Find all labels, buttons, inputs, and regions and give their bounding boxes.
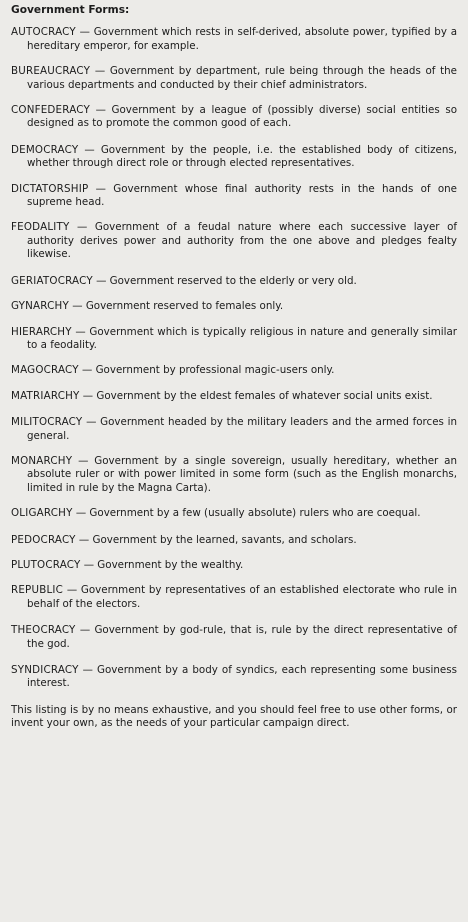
dash: — (90, 65, 110, 78)
term: MAGOCRACY (11, 364, 79, 377)
dash: — (89, 104, 112, 117)
entry-syndicracy (11, 664, 457, 691)
dash: — (88, 182, 114, 195)
dash: — (71, 325, 90, 338)
term: FEODALITY (11, 221, 70, 234)
dash: — (68, 300, 86, 313)
closing-note: This listing is by no means exhaustive, and you should feel free to use other forms, or invent your own, as the needs of your particular campaign direct. (11, 703, 457, 730)
dash: — (82, 416, 101, 429)
dash: — (80, 558, 98, 571)
definition: Government reserved to females only. (85, 300, 284, 313)
term: AUTOCRACY (11, 26, 76, 39)
definition: Government reserved to the elderly or very old. (109, 274, 357, 287)
term: OLIGARCHY (11, 507, 73, 520)
term: PLUTOCRACY (11, 558, 81, 571)
definition: Government by the learned, savants, and scholars. (92, 533, 357, 546)
definition: Government headed by the military leaders and the armed forces in general. (27, 416, 457, 442)
term: CONFEDERACY (11, 104, 90, 117)
entry-gynarchy (11, 300, 457, 313)
definition: Government by a single sovereign, usually hereditary, whether an absolute ruler or with power limited in some form (such as the English monarchs, limited in rule by the Magna Carta). (27, 454, 457, 494)
entry-pedocracy (11, 534, 457, 547)
entry-militocracy (11, 416, 457, 443)
entry-plutocracy (11, 559, 457, 572)
entry-geriatocracy (11, 275, 457, 288)
dash: — (75, 624, 95, 637)
definition: Government by professional magic-users only. (95, 364, 335, 377)
definition: Government which rests in self-derived, absolute power, typified by a hereditary emperor, for example. (27, 26, 457, 52)
dash: — (92, 274, 110, 287)
definition: Government by representatives of an established electorate who rule in behalf of the electors. (27, 584, 458, 610)
entry-republic (11, 584, 457, 611)
definition: Government of a feudal nature where each successive layer of authority derives power and authority from the one above and pledges fealty likewise. (27, 221, 458, 261)
entry-matriarchy (11, 390, 457, 403)
dash: — (72, 507, 90, 520)
dash: — (75, 26, 94, 39)
entry-feodality (11, 221, 457, 261)
definition: Government whose final authority rests in the hands of one supreme head. (27, 182, 458, 209)
term: DEMOCRACY (11, 143, 79, 156)
entry-oligarchy (11, 507, 457, 520)
term: MATRIARCHY (11, 389, 80, 402)
term: DICTATORSHIP (11, 182, 89, 195)
entry-monarchy (11, 455, 457, 495)
entry-hierarchy (11, 326, 457, 353)
entry-democracy (11, 144, 457, 171)
term: GYNARCHY (11, 300, 69, 313)
term: SYNDICRACY (11, 664, 79, 676)
term: THEOCRACY (11, 624, 76, 637)
dash: — (63, 584, 81, 597)
dash: — (69, 221, 95, 234)
entry-dictatorship (11, 183, 457, 210)
definition: Government by the people, i.e. the established body of citizens, whether through direct role or through elected representatives. (27, 143, 457, 170)
entry-bureaucracy (11, 65, 457, 92)
dash: — (79, 389, 97, 402)
term: MILITOCRACY (11, 416, 83, 429)
term: HIERARCHY (11, 325, 72, 338)
definition: Government by a few (usually absolute) rulers who are coequal. (89, 507, 421, 520)
entry-confederacy (11, 104, 457, 131)
definition: Government by a body of syndics, each representing some business interest. (27, 664, 457, 690)
term: REPUBLIC (11, 584, 64, 597)
definition: Government by department, rule being through the heads of the various departments and conducted by their chief administrators. (27, 65, 457, 91)
section-title: Government Forms: (11, 4, 130, 16)
definition: Government by god-rule, that is, rule by the direct representative of the god. (27, 624, 457, 650)
dash: — (72, 454, 95, 467)
definition: Government by a league of (possibly diverse) social entities so designed as to promote the common good of each. (27, 104, 458, 130)
term: MONARCHY (11, 454, 73, 467)
dash: — (75, 533, 93, 546)
definition: Government by the eldest females of whatever social units exist. (96, 389, 433, 402)
dash: — (78, 364, 96, 377)
entry-theocracy (11, 624, 457, 651)
entry-magocracy (11, 364, 457, 377)
definition: Government which is typically religious in nature and generally similar to a feodality. (27, 325, 457, 351)
entry-autocracy (11, 26, 457, 53)
term: GERIATOCRACY (11, 274, 93, 287)
term: BUREAUCRACY (11, 65, 91, 78)
term: PEDOCRACY (11, 533, 76, 546)
dash: — (78, 664, 98, 676)
definition: Government by the wealthy. (97, 558, 244, 571)
dash: — (78, 143, 101, 156)
